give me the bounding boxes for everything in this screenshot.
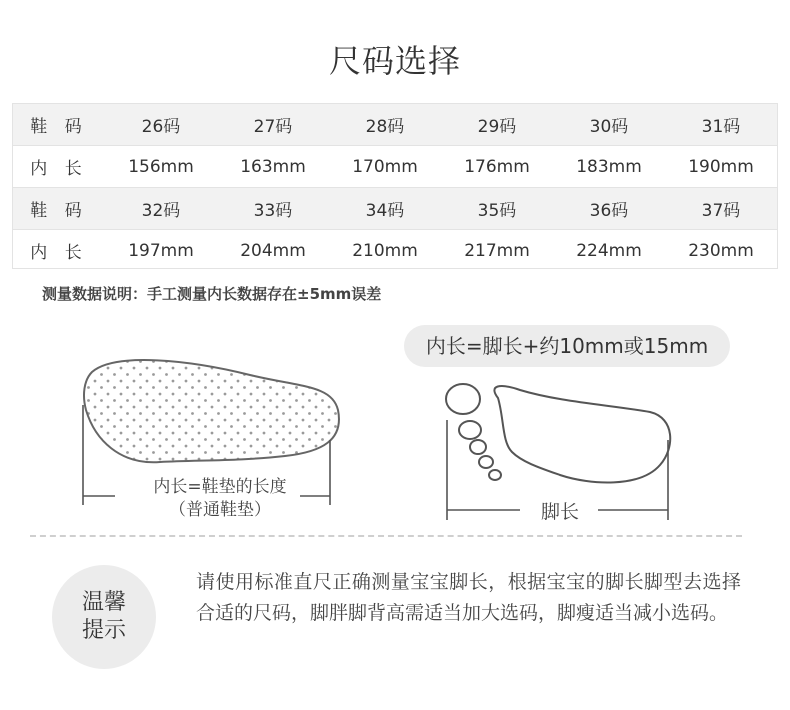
table-cell: 26码 (105, 104, 217, 146)
table-cell: 176mm (441, 146, 553, 188)
table-cell: 197mm (105, 230, 217, 272)
insole-label-line2: （普通鞋垫） (169, 500, 271, 520)
table-cell: 28码 (329, 104, 441, 146)
table-cell: 217mm (441, 230, 553, 272)
tip-text: 请使用标准直尺正确测量宝宝脚长，根据宝宝的脚长脚型去选择合适的尺码，脚胖脚背高需适当加大选码，脚瘦适当减小选码。 (196, 571, 741, 624)
length-formula-badge: 内长=脚长+约10mm或15mm (404, 325, 730, 367)
table-cell: 170mm (329, 146, 441, 188)
table-cell: 31码 (665, 104, 777, 146)
table-cell: 35码 (441, 188, 553, 230)
insole-illustration (84, 360, 339, 462)
table-cell: 204mm (217, 230, 329, 272)
table-cell: 224mm (553, 230, 665, 272)
row-header: 内 长 (13, 230, 105, 272)
tip-badge-line1: 温馨 (81, 590, 126, 615)
measurement-note: 测量数据说明：手工测量内长数据存在±5mm误差 (42, 285, 382, 303)
foot-length-label: 脚长 (540, 501, 579, 523)
dashed-divider (30, 535, 742, 537)
table-cell: 163mm (217, 146, 329, 188)
row-header: 鞋 码 (13, 188, 105, 230)
insole-label-line1: 内长=鞋垫的长度 (153, 477, 287, 497)
page-title: 尺码选择 (328, 42, 461, 80)
footprint-illustration (446, 384, 670, 483)
insole-label (120, 476, 320, 522)
table-cell: 32码 (105, 188, 217, 230)
table-cell: 34码 (329, 188, 441, 230)
table-cell: 29码 (441, 104, 553, 146)
table-cell: 210mm (329, 230, 441, 272)
table-cell: 33码 (217, 188, 329, 230)
tip-badge-line2: 提示 (81, 618, 126, 643)
table-cell: 183mm (553, 146, 665, 188)
row-header: 内 长 (13, 146, 105, 188)
table-cell: 230mm (665, 230, 777, 272)
table-cell: 156mm (105, 146, 217, 188)
table-cell: 37码 (665, 188, 777, 230)
table-cell: 36码 (553, 188, 665, 230)
tip-badge (52, 565, 156, 669)
table-cell: 190mm (665, 146, 777, 188)
table-cell: 30码 (553, 104, 665, 146)
table-cell: 27码 (217, 104, 329, 146)
row-header: 鞋 码 (13, 104, 105, 146)
